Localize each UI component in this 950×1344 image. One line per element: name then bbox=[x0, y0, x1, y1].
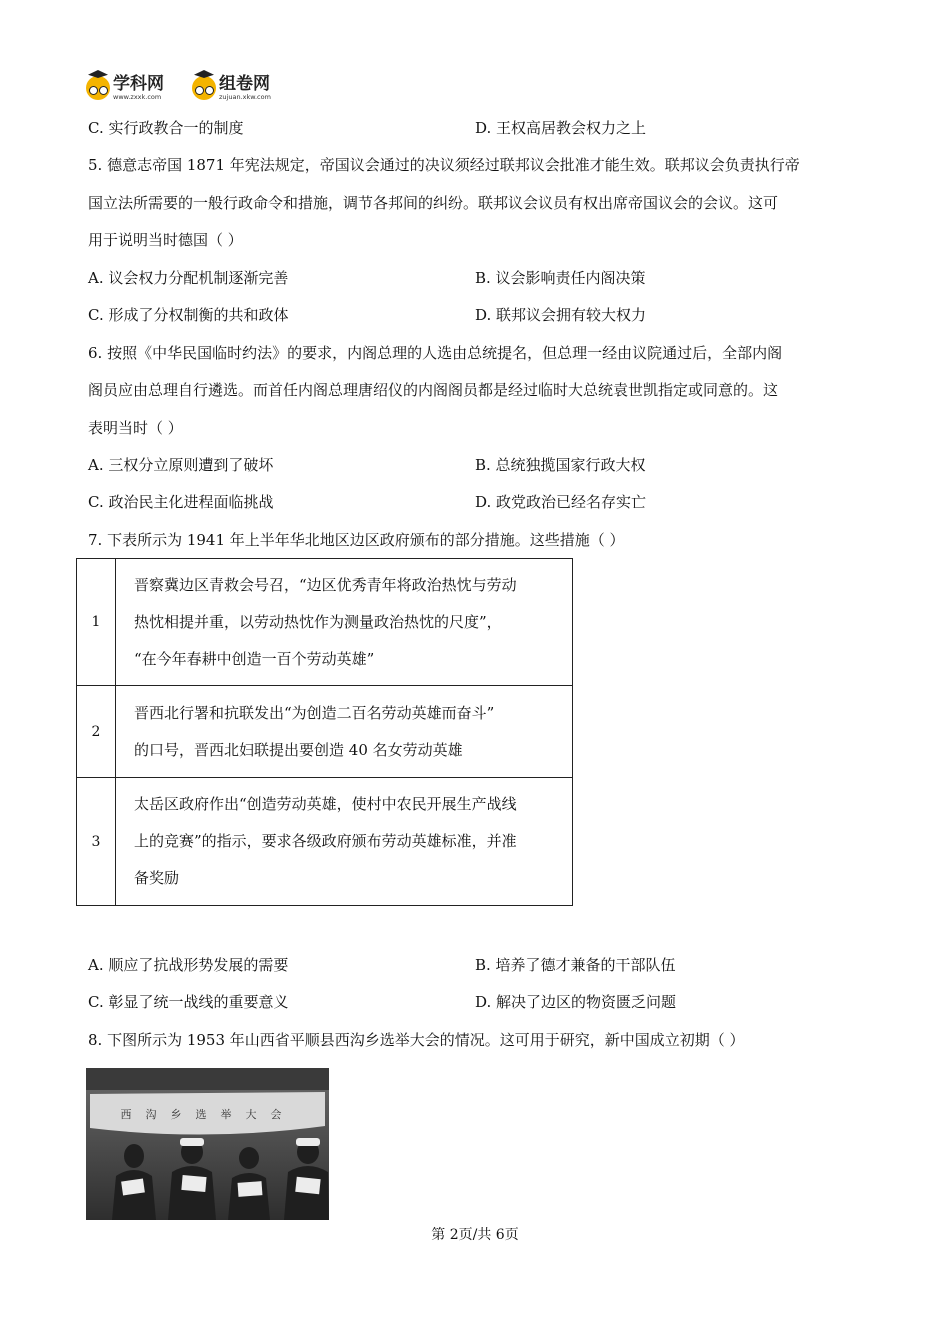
banner-text: 西沟乡选举大会 bbox=[120, 1108, 296, 1121]
row-content bbox=[116, 778, 573, 906]
q6-stem-line: 表明当时（ ） bbox=[88, 419, 183, 437]
q6-option-c: C. 政治民主化进程面临挑战 bbox=[88, 493, 274, 511]
q5-option-d: D. 联邦议会拥有较大权力 bbox=[475, 306, 647, 324]
owl-mascot-icon bbox=[192, 76, 216, 100]
q5-stem-line: 用于说明当时德国（ ） bbox=[88, 231, 243, 249]
logo-url: www.zxxk.com bbox=[113, 93, 162, 101]
q5-stem-line: 国立法所需要的一般行政命令和措施，调节各邦间的纠纷。联邦议会议员有权出席帝国议会的会议。这可 bbox=[88, 194, 779, 212]
q4-option-c: C. 实行政教合一的制度 bbox=[88, 119, 244, 137]
logo-name: 组卷网 bbox=[219, 74, 270, 94]
q6-stem-line: 阁员应由总理自行遴选。而首任内阁总理唐绍仪的内阁阁员都是经过临时大总统袁世凯指定或同意的。这 bbox=[88, 381, 779, 399]
table-row bbox=[77, 686, 573, 778]
xuekewang-logo bbox=[86, 72, 164, 104]
q6-stem-line: 6. 按照《中华民国临时约法》的要求，内阁总理的人选由总统提名，但总理一经由议院通过后，全部内阁 bbox=[88, 344, 783, 362]
election-meeting-photo bbox=[86, 1068, 329, 1220]
table-row bbox=[77, 559, 573, 686]
row-number: 2 bbox=[77, 686, 116, 778]
q4-option-d: D. 王权高居教会权力之上 bbox=[475, 119, 647, 137]
row-line: 晋西北行署和抗联发出“为创造二百名劳动英雄而奋斗” bbox=[134, 703, 495, 722]
measures-table bbox=[76, 558, 573, 906]
logo-name: 学科网 bbox=[113, 74, 164, 94]
row-line: 的口号，晋西北妇联提出要创造 40 名女劳动英雄 bbox=[134, 740, 463, 759]
page-number: 第 2页/共 6页 bbox=[431, 1227, 519, 1243]
row-number: 3 bbox=[77, 778, 116, 906]
row-line: 晋察冀边区青救会号召，“边区优秀青年将政治热忱与劳动 bbox=[134, 575, 517, 594]
q7-stem-line: 7. 下表所示为 1941 年上半年华北地区边区政府颁布的部分措施。这些措施（ ） bbox=[88, 531, 625, 549]
q8-stem-line: 8. 下图所示为 1953 年山西省平顺县西沟乡选举大会的情况。这可用于研究，新中国成立初期（ ） bbox=[88, 1031, 745, 1049]
row-content bbox=[116, 686, 573, 778]
row-content bbox=[116, 559, 573, 686]
q5-stem-line: 5. 德意志帝国 1871 年宪法规定，帝国议会通过的决议须经过联邦议会批准才能生效。联邦议会负责执行帝 bbox=[88, 156, 800, 174]
q5-option-c: C. 形成了分权制衡的共和政体 bbox=[88, 306, 289, 324]
q5-option-a: A. 议会权力分配机制逐渐完善 bbox=[88, 269, 289, 287]
q7-option-c: C. 彰显了统一战线的重要意义 bbox=[88, 993, 289, 1011]
row-number: 1 bbox=[77, 559, 116, 686]
q6-option-a: A. 三权分立原则遭到了破坏 bbox=[88, 456, 274, 474]
row-line: 热忱相提并重，以劳动热忱作为测量政治热忱的尺度”， bbox=[134, 612, 502, 631]
q6-option-b: B. 总统独揽国家行政大权 bbox=[475, 456, 646, 474]
row-line: “在今年春耕中创造一百个劳动英雄” bbox=[134, 649, 375, 668]
row-line: 太岳区政府作出“创造劳动英雄，使村中农民开展生产战线 bbox=[134, 795, 517, 813]
logo-url: zujuan.xkw.com bbox=[219, 93, 271, 101]
q7-option-d: D. 解决了边区的物资匮乏问题 bbox=[475, 993, 677, 1011]
q7-option-b: B. 培养了德才兼备的干部队伍 bbox=[475, 956, 676, 974]
q5-option-b: B. 议会影响责任内阁决策 bbox=[475, 269, 646, 287]
owl-mascot-icon bbox=[86, 76, 110, 100]
row-line: 备奖励 bbox=[134, 869, 180, 887]
table-row bbox=[77, 778, 573, 906]
row-line: 上的竞赛”的指示，要求各级政府颁布劳动英雄标准，并准 bbox=[134, 832, 517, 850]
q6-option-d: D. 政党政治已经名存实亡 bbox=[475, 493, 647, 511]
q7-option-a: A. 顺应了抗战形势发展的需要 bbox=[88, 956, 289, 974]
zujuanwang-logo bbox=[192, 72, 271, 104]
